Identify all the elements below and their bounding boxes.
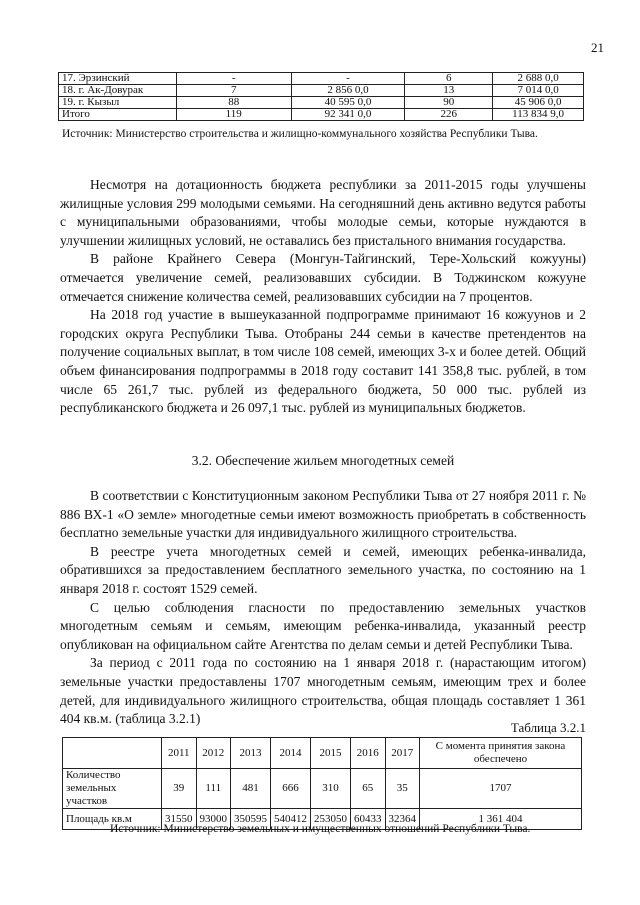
table-cell: 45 906 0,0 <box>493 97 584 109</box>
paragraph: На 2018 год участие в вышеуказанной подпрограмме принимают 16 кожуунов и 2 городских округа Республики Тыва. Отобраны 244 семьи в качестве претендентов на получение социальных выплат, в том числе 108 семей, имеющих 3-х и более детей. Общий объем финансирования подпрограммы в 2018 году составит 141 358,8 тыс. рублей, в том числе 65 261,7 тыс. рублей из федерального бюджета, 50 000 тыс. рублей из республиканского бюджета и 26 097,1 тыс. рублей из муниципальных бюджетов. <box>60 307 586 416</box>
table-header-cell: 2017 <box>385 738 420 769</box>
table-cell: 7 <box>176 85 291 97</box>
table-row <box>63 769 582 809</box>
table-cell: 2 688 0,0 <box>493 73 584 85</box>
table-caption: Таблица 3.2.1 <box>510 720 586 735</box>
paragraph: Несмотря на дотационность бюджета республики за 2011-2015 годы улучшены жилищные условия 299 молодыми семьями. На сегодняшний день активно ведутся работы с муниципальными образованиями, чтобы молодые семьи, которые нуждаются в улучшении жилищных условий, не оставались без пристального внимания государства. <box>60 177 586 248</box>
table-cell: 13 <box>405 85 493 97</box>
table-cell: Итого <box>59 109 177 121</box>
table-cell: 18. г. Ак-Довурак <box>59 85 177 97</box>
table-header-cell <box>63 738 162 769</box>
paragraph: За период с 2011 года по состоянию на 1 января 2018 г. (нарастающим итогом) земельные участки предоставлены 1707 многодетным семьям, имеющим трех и более детей, для индивидуального жилищного строительства, общая площадь составляет 1 361 404 кв.м. (таблица 3.2.1) <box>60 655 586 727</box>
table-cell: 253050 <box>311 809 351 830</box>
source-note: Источник: Министерство строительства и жилищно-коммунального хозяйства Республики Тыва. <box>62 128 538 140</box>
paragraph: С целью соблюдения гласности по предоставлению земельных участков многодетным семьям и семьям, имеющим ребенка-инвалида, указанный реестр опубликован на официальном сайте Агентства по делам семьи и детей Республики Тыва. <box>60 599 586 652</box>
source-note: Источник: Министерство земельных и имущественных отношений Республики Тыва. <box>110 823 531 835</box>
table-cell: 113 834 9,0 <box>493 109 584 121</box>
paragraph: В соответствии с Конституционным законом Республики Тыва от 27 ноября 2011 г. № 886 ВХ-1 «О земле» многодетные семьи имеют возможность приобретать в собственность бесплатно земельные участки для индивидуального жилищного строительства. <box>60 488 586 541</box>
table-cell: 60433 <box>351 809 386 830</box>
table-row-total <box>59 109 584 121</box>
body-text-block <box>60 487 586 729</box>
table-cell: 19. г. Кызыл <box>59 97 177 109</box>
section-heading: 3.2. Обеспечение жильем многодетных семей <box>191 453 455 468</box>
table-cell: 65 <box>351 769 386 809</box>
table-cell: 666 <box>271 769 311 809</box>
table-row <box>59 73 584 85</box>
table-cell: 1 361 404 <box>420 809 582 830</box>
table-cell: 93000 <box>196 809 231 830</box>
table-cell: 17. Эрзинский <box>59 73 177 85</box>
table-cell: 119 <box>176 109 291 121</box>
paragraph: В реестре учета многодетных семей и семей, имеющих ребенка-инвалида, обратившихся за предоставлением бесплатного земельного участка, по состоянию на 1 января 2018 г. состоят 1529 семей. <box>60 543 586 596</box>
table-cell: 111 <box>196 769 231 809</box>
table-cell: 92 341 0,0 <box>291 109 405 121</box>
table-cell: 310 <box>311 769 351 809</box>
table-cell: 7 014 0,0 <box>493 85 584 97</box>
table-cell: 1707 <box>420 769 582 809</box>
table-cell: - <box>176 73 291 85</box>
table-header-cell: 2015 <box>311 738 351 769</box>
table-row <box>59 97 584 109</box>
table-cell: 350595 <box>231 809 271 830</box>
table-cell: 32364 <box>385 809 420 830</box>
table-cell: Количество земельных участков <box>63 769 162 809</box>
table-cell: 226 <box>405 109 493 121</box>
table-cell: 39 <box>162 769 197 809</box>
table-cell: 6 <box>405 73 493 85</box>
table-cell: 40 595 0,0 <box>291 97 405 109</box>
table-header-cell: 2012 <box>196 738 231 769</box>
table-cell: 88 <box>176 97 291 109</box>
housing-subsidy-table <box>58 72 584 121</box>
table-header-cell: 2013 <box>231 738 271 769</box>
table-cell: 31550 <box>162 809 197 830</box>
table-header-cell: С момента принятия закона обеспечено <box>420 738 582 769</box>
table-header-cell: 2011 <box>162 738 197 769</box>
page-number: 21 <box>591 40 604 55</box>
table-cell: 90 <box>405 97 493 109</box>
table-cell: 481 <box>231 769 271 809</box>
table-row <box>59 85 584 97</box>
table-cell: 35 <box>385 769 420 809</box>
table-header-cell: 2014 <box>271 738 311 769</box>
body-text-block <box>60 176 586 418</box>
table-cell: 2 856 0,0 <box>291 85 405 97</box>
table-cell: - <box>291 73 405 85</box>
table-header-cell: 2016 <box>351 738 386 769</box>
table-cell: 540412 <box>271 809 311 830</box>
table-header-row <box>63 738 582 769</box>
paragraph: В районе Крайнего Севера (Монгун-Тайгинский, Тере-Хольский кожууны) отмечается увеличение семей, реализовавших субсидии. В Тоджинском кожууне отмечается снижение количества семей, реализовавших субсидии на 7 процентов. <box>60 251 586 304</box>
table-cell: Площадь кв.м <box>63 809 162 830</box>
land-plots-table <box>62 737 582 830</box>
